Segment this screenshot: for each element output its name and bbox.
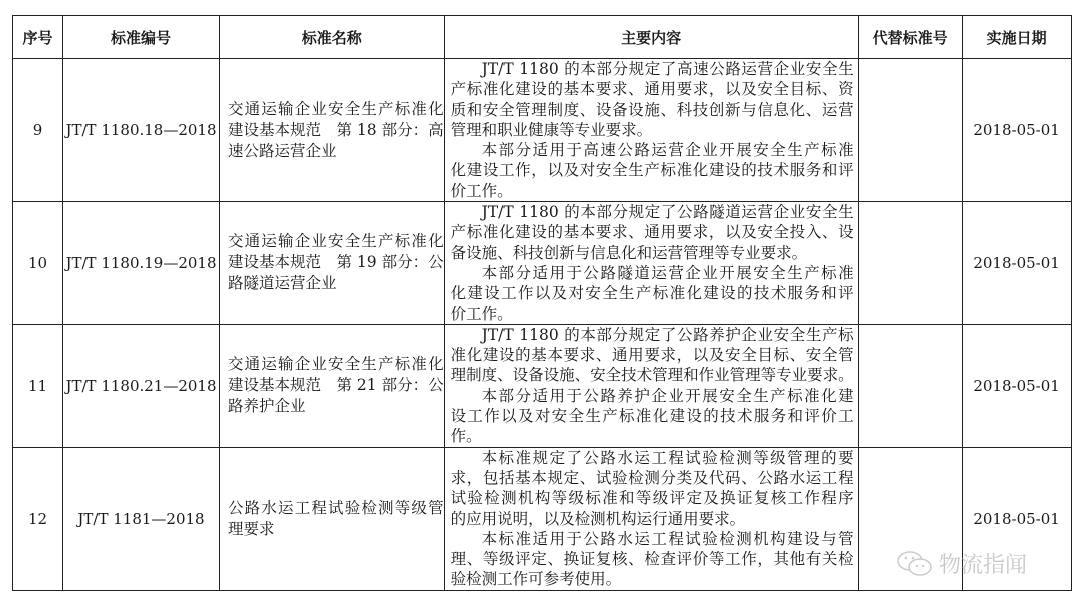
- effective-date: 2018-05-01: [962, 324, 1071, 447]
- main-content: [444, 202, 858, 325]
- header-name: 标准名称: [220, 16, 445, 59]
- content-line: 求，包括基本规定、试验检测分类及代码、公路水运工程: [450, 468, 854, 487]
- content-line: 理制度、设备设施、安全技术管理和作业管理等专业要求。: [450, 366, 854, 385]
- name-line: 交通运输企业安全生产标准化: [228, 232, 444, 251]
- replaced-standard: [858, 202, 962, 325]
- name-line: 理要求: [228, 519, 275, 538]
- name-line: 路养护企业: [228, 397, 306, 416]
- name-line: 速公路运营企业: [228, 141, 337, 160]
- content-line: 作。: [450, 427, 482, 446]
- content-line: 本部分适用于公路养护企业开展安全生产标准化建: [481, 386, 854, 405]
- effective-date: 2018-05-01: [962, 59, 1071, 202]
- content-line: 试验检测机构等级标准和等级评定及换证复核工作程序: [450, 489, 854, 508]
- content-line: 本标准规定了公路水运工程试验检测等级管理的要: [481, 448, 854, 467]
- main-content: [444, 447, 858, 590]
- content-line: 验检测工作可参考使用。: [450, 570, 622, 589]
- wechat-icon: [895, 549, 935, 579]
- content-line: JT/T 1180 的本部分规定了公路隧道运营企业安全生: [481, 203, 854, 222]
- content-line: 本标准适用于公路水运工程试验检测机构建设与管: [481, 529, 854, 548]
- content-line: 的应用说明，以及检测机构运行通用要求。: [450, 509, 746, 528]
- watermark: [895, 548, 1027, 579]
- content-line: 管理和职业健康等专业要求。: [450, 120, 653, 139]
- standard-code: JT/T 1180.21—2018: [63, 324, 220, 447]
- content-line: 产标准化建设的基本要求、通用要求，以及安全目标、资: [450, 80, 854, 99]
- content-line: 本部分适用于高速公路运营企业开展安全生产标准: [481, 141, 854, 160]
- content-line: 质和安全管理制度、设备设施、科技创新与信息化、运营: [450, 100, 854, 119]
- content-line: JT/T 1180 的本部分规定了公路养护企业安全生产标: [481, 325, 854, 344]
- effective-date: 2018-05-01: [962, 202, 1071, 325]
- standard-code: JT/T 1180.18—2018: [63, 59, 220, 202]
- replaced-standard: [858, 324, 962, 447]
- content-line: 备设施、科技创新与信息化和运营管理等专业要求。: [450, 243, 808, 262]
- content-line: 理、等级评定、换证复核、检查评价等工作，其他有关检: [450, 550, 854, 569]
- main-content: [444, 59, 858, 202]
- header-code: 标准编号: [63, 16, 220, 59]
- content-line: 产标准化建设的基本要求、通用要求，以及安全投入、设: [450, 223, 854, 242]
- name-line: 路隧道运营企业: [228, 274, 337, 293]
- content-line: 价工作。: [450, 181, 513, 200]
- standard-name: [220, 202, 445, 325]
- table-header-row: [13, 16, 1072, 59]
- content-line: 设工作以及对安全生产标准化建设的技术服务和评价工: [450, 407, 854, 426]
- table-row: [13, 202, 1072, 325]
- content-line: 化建设工作，以及对安全生产标准化建设的技术服务和评: [450, 161, 854, 180]
- name-line: 建设基本规范 第 19 部分：公: [228, 253, 444, 272]
- header-no: 序号: [13, 16, 63, 59]
- content-line: 准化建设的基本要求、通用要求，以及安全目标、安全管: [450, 346, 854, 365]
- name-line: 公路水运工程试验检测等级管: [228, 498, 444, 517]
- row-number: 12: [13, 447, 63, 590]
- content-line: 价工作。: [450, 304, 513, 323]
- name-line: 交通运输企业安全生产标准化: [228, 99, 444, 118]
- standard-code: JT/T 1181—2018: [63, 447, 220, 590]
- content-line: 本部分适用于公路隧道运营企业开展安全生产标准: [481, 263, 854, 282]
- header-replaced: 代替标准号: [858, 16, 962, 59]
- standard-code: JT/T 1180.19—2018: [63, 202, 220, 325]
- content-line: JT/T 1180 的本部分规定了高速公路运营企业安全生: [481, 60, 854, 78]
- effective-date: 2018-05-01: [962, 447, 1071, 590]
- row-number: 10: [13, 202, 63, 325]
- name-line: 交通运输企业安全生产标准化: [228, 355, 444, 374]
- name-line: 建设基本规范 第 18 部分：高: [228, 120, 444, 139]
- header-date: 实施日期: [962, 16, 1071, 59]
- standard-name: [220, 59, 445, 202]
- row-number: 9: [13, 59, 63, 202]
- watermark-text: 物流指闻: [939, 553, 1028, 578]
- name-line: 建设基本规范 第 21 部分：公: [228, 376, 444, 395]
- standard-name: [220, 324, 445, 447]
- row-number: 11: [13, 324, 63, 447]
- standard-name: [220, 447, 445, 590]
- content-line: 化建设工作以及对安全生产标准化建设的技术服务和评: [450, 284, 854, 303]
- header-content: 主要内容: [444, 16, 858, 59]
- table-row: [13, 324, 1072, 447]
- main-content: [444, 324, 858, 447]
- table-row: [13, 59, 1072, 202]
- standards-table: [12, 15, 1072, 591]
- replaced-standard: [858, 59, 962, 202]
